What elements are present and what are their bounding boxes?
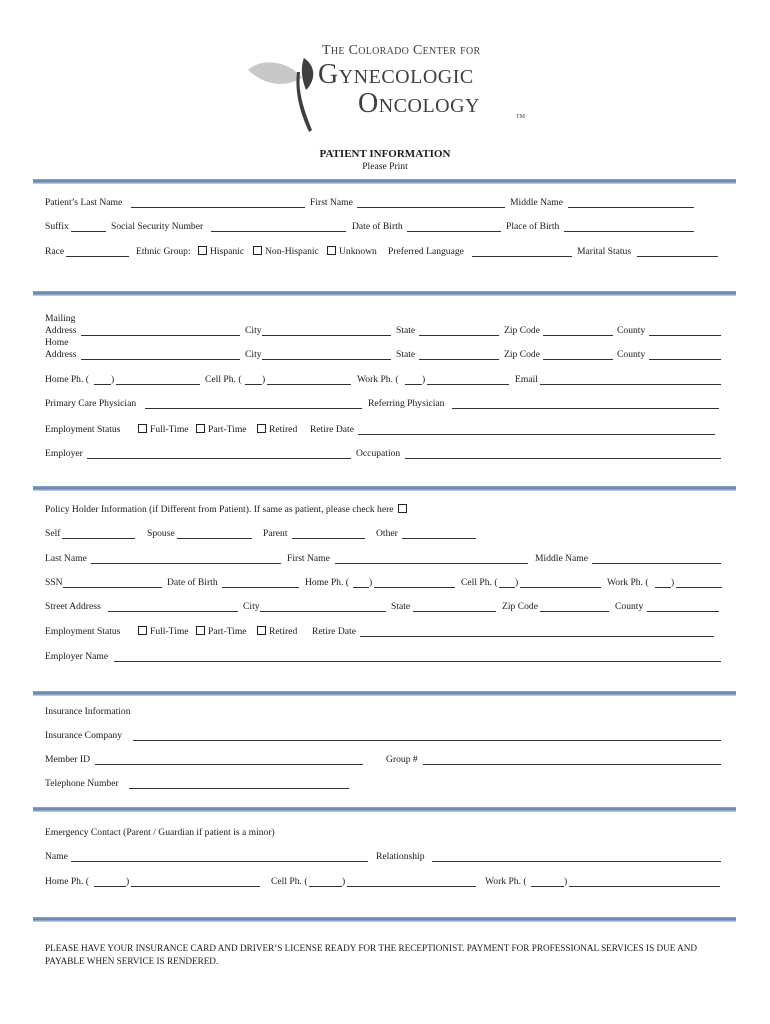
policy-county-label: County — [615, 601, 644, 612]
occupation-field[interactable] — [405, 458, 721, 459]
pcp-field[interactable] — [145, 408, 362, 409]
retire-date-field[interactable] — [358, 434, 715, 435]
logo-line-1: The Colorado Center for — [322, 43, 481, 58]
unknown-label: Unknown — [339, 246, 377, 257]
work-phone-field[interactable] — [427, 384, 509, 385]
telephone-number-label: Telephone Number — [45, 778, 119, 789]
marital-status-label: Marital Status — [577, 246, 632, 257]
patient-first-name-label: First Name — [310, 197, 353, 208]
policy-street-label: Street Address — [45, 601, 101, 612]
home-address-field[interactable] — [81, 359, 240, 360]
employer-field[interactable] — [87, 458, 351, 459]
mailing-address-label: Address — [45, 325, 77, 336]
section-divider — [33, 179, 736, 184]
policy-home-phone-paren: ) — [369, 577, 373, 588]
member-id-label: Member ID — [45, 754, 91, 765]
unknown-option[interactable] — [327, 246, 377, 258]
policy-zip-label: Zip Code — [502, 601, 538, 612]
home-zip-field[interactable] — [543, 359, 613, 360]
other-label: Other — [376, 528, 398, 539]
part-time-label: Part-Time — [208, 424, 247, 435]
emergency-heading: Emergency Contact (Parent / Guardian if patient is a minor) — [45, 827, 275, 838]
policy-cell-phone-field[interactable] — [520, 587, 601, 588]
marital-status-field[interactable] — [637, 256, 718, 257]
home-phone-area-field[interactable] — [94, 384, 111, 385]
logo — [240, 40, 540, 135]
work-phone-paren: ) — [422, 374, 426, 385]
policy-full-time-label: Full-Time — [150, 626, 189, 637]
patient-last-name-field[interactable] — [131, 207, 305, 208]
patient-middle-name-label: Middle Name — [510, 197, 564, 208]
policy-home-phone-field[interactable] — [374, 587, 455, 588]
policy-city-label: City — [243, 601, 260, 612]
patient-middle-name-field[interactable] — [568, 207, 694, 208]
policy-cell-phone-area-field[interactable] — [499, 587, 515, 588]
race-field[interactable] — [66, 256, 129, 257]
mailing-county-field[interactable] — [649, 335, 721, 336]
home-state-label: State — [396, 349, 416, 360]
policy-middle-name-field[interactable] — [592, 563, 721, 564]
patient-last-name-label: Patient’s Last Name — [45, 197, 123, 208]
emergency-work-phone-field[interactable] — [569, 886, 720, 887]
policy-dob-label: Date of Birth — [167, 577, 218, 588]
ssn-field[interactable] — [211, 231, 346, 232]
page-subtitle: Please Print — [362, 161, 408, 172]
employment-status-label: Employment Status — [45, 424, 121, 435]
preferred-language-label: Preferred Language — [388, 246, 464, 257]
mailing-zip-label: Zip Code — [504, 325, 540, 336]
home-phone-paren: ) — [111, 374, 115, 385]
emergency-home-phone-paren: ) — [126, 876, 130, 887]
full-time-option[interactable] — [138, 424, 189, 436]
referring-physician-label: Referring Physician — [368, 398, 445, 409]
policy-work-phone-paren: ) — [671, 577, 675, 588]
emergency-cell-phone-paren: ) — [342, 876, 346, 887]
home-county-label: County — [617, 349, 646, 360]
group-label: Group # — [386, 754, 418, 765]
hispanic-label: Hispanic — [210, 246, 245, 257]
mailing-address-field[interactable] — [81, 335, 240, 336]
policy-employer-name-label: Employer Name — [45, 651, 109, 662]
pob-field[interactable] — [564, 231, 694, 232]
policy-street-field[interactable] — [108, 611, 238, 612]
telephone-number-field[interactable] — [129, 788, 349, 789]
emergency-home-phone-area-field[interactable] — [94, 886, 126, 887]
section-divider — [33, 486, 736, 491]
policy-first-name-label: First Name — [287, 553, 330, 564]
unknown-checkbox[interactable] — [327, 246, 336, 255]
email-field[interactable] — [540, 384, 721, 385]
section-divider — [33, 291, 736, 296]
emergency-name-field[interactable] — [71, 861, 368, 862]
hispanic-checkbox[interactable] — [198, 246, 207, 255]
emergency-home-phone-label: Home Ph. ( — [45, 876, 89, 887]
mailing-label: Mailing — [45, 313, 76, 324]
policy-dob-field[interactable] — [222, 587, 299, 588]
spouse-label: Spouse — [147, 528, 175, 539]
policy-state-label: State — [391, 601, 411, 612]
cell-phone-field[interactable] — [267, 384, 351, 385]
member-id-field[interactable] — [95, 764, 363, 765]
retired-option[interactable] — [257, 424, 297, 436]
policy-retired-option[interactable] — [257, 626, 297, 638]
emergency-cell-phone-label: Cell Ph. ( — [271, 876, 308, 887]
emergency-work-phone-area-field[interactable] — [531, 886, 564, 887]
self-label: Self — [45, 528, 61, 539]
retired-checkbox[interactable] — [257, 424, 266, 433]
policy-work-phone-label: Work Ph. ( — [607, 577, 649, 588]
relationship-field[interactable] — [432, 861, 721, 862]
footer-notice-line-2: PAYABLE WHEN SERVICE IS RENDERED. — [45, 956, 219, 966]
policy-full-time-option[interactable] — [138, 626, 189, 638]
non-hispanic-option[interactable] — [253, 246, 319, 258]
section-divider — [33, 807, 736, 812]
part-time-option[interactable] — [196, 424, 247, 436]
policy-state-field[interactable] — [413, 611, 496, 612]
footer-notice-line-1: PLEASE HAVE YOUR INSURANCE CARD AND DRIVER’S LICENSE READY FOR THE RECEPTIONIST. PAYMENT FOR PROFESSIONAL SERVICES IS DUE AND — [45, 943, 698, 953]
home-phone-label: Home Ph. ( — [45, 374, 89, 385]
emergency-work-phone-label: Work Ph. ( — [485, 876, 527, 887]
policy-work-phone-field[interactable] — [676, 587, 722, 588]
cell-phone-paren: ) — [262, 374, 266, 385]
policy-retire-date-label: Retire Date — [312, 626, 356, 637]
policy-home-phone-area-field[interactable] — [353, 587, 369, 588]
home-phone-field[interactable] — [116, 384, 200, 385]
pcp-label: Primary Care Physician — [45, 398, 137, 409]
section-divider — [33, 917, 736, 922]
dob-label: Date of Birth — [352, 221, 403, 232]
relationship-label: Relationship — [376, 851, 425, 862]
emergency-work-phone-paren: ) — [564, 876, 568, 887]
mailing-city-field[interactable] — [262, 335, 391, 336]
pob-label: Place of Birth — [506, 221, 560, 232]
logo-line-2: Gynecologic — [318, 59, 474, 90]
home-zip-label: Zip Code — [504, 349, 540, 360]
policy-employer-name-field[interactable] — [114, 661, 721, 662]
home-address-label: Address — [45, 349, 77, 360]
hispanic-option[interactable] — [198, 246, 244, 258]
part-time-checkbox[interactable] — [196, 424, 205, 433]
emergency-cell-phone-field[interactable] — [347, 886, 476, 887]
same-as-patient-checkbox[interactable] — [398, 504, 407, 513]
insurance-company-field[interactable] — [133, 740, 721, 741]
work-phone-area-field[interactable] — [405, 384, 422, 385]
page-title: PATIENT INFORMATION — [319, 148, 451, 160]
policy-holder-heading — [45, 504, 410, 516]
mailing-city-label: City — [245, 325, 262, 336]
mailing-state-label: State — [396, 325, 416, 336]
insurance-company-label: Insurance Company — [45, 730, 122, 741]
retire-date-label: Retire Date — [310, 424, 354, 435]
spouse-field[interactable] — [177, 538, 252, 539]
policy-ssn-field[interactable] — [63, 587, 162, 588]
occupation-label: Occupation — [356, 448, 401, 459]
group-field[interactable] — [423, 764, 721, 765]
patient-first-name-field[interactable] — [357, 207, 505, 208]
full-time-checkbox[interactable] — [138, 424, 147, 433]
policy-county-field[interactable] — [647, 611, 719, 612]
policy-employment-status-label: Employment Status — [45, 626, 121, 637]
emergency-cell-phone-area-field[interactable] — [309, 886, 342, 887]
logo-trademark: TM — [516, 114, 525, 120]
non-hispanic-checkbox[interactable] — [253, 246, 262, 255]
logo-line-3: Oncology — [358, 88, 480, 119]
policy-holder-heading-text: Policy Holder Information (if Different from Patient). If same as patient, please check here — [45, 504, 394, 515]
preferred-language-field[interactable] — [472, 256, 572, 257]
home-state-field[interactable] — [419, 359, 499, 360]
policy-retired-checkbox[interactable] — [257, 626, 266, 635]
full-time-label: Full-Time — [150, 424, 189, 435]
mailing-zip-field[interactable] — [543, 335, 613, 336]
work-phone-label: Work Ph. ( — [357, 374, 399, 385]
emergency-name-label: Name — [45, 851, 68, 862]
policy-cell-phone-label: Cell Ph. ( — [461, 577, 498, 588]
ethnic-group-label: Ethnic Group: — [136, 246, 191, 257]
suffix-field[interactable] — [71, 231, 106, 232]
policy-cell-phone-paren: ) — [515, 577, 519, 588]
policy-full-time-checkbox[interactable] — [138, 626, 147, 635]
parent-field[interactable] — [292, 538, 365, 539]
section-divider — [33, 691, 736, 696]
home-county-field[interactable] — [649, 359, 721, 360]
policy-retired-label: Retired — [269, 626, 298, 637]
leaf-logo-icon — [240, 50, 320, 140]
policy-retire-date-field[interactable] — [360, 636, 714, 637]
emergency-home-phone-field[interactable] — [131, 886, 260, 887]
parent-label: Parent — [263, 528, 288, 539]
employer-label: Employer — [45, 448, 83, 459]
policy-zip-field[interactable] — [540, 611, 609, 612]
email-label: Email — [515, 374, 538, 385]
policy-last-name-field[interactable] — [91, 563, 281, 564]
policy-ssn-label: SSN — [45, 577, 63, 588]
suffix-label: Suffix — [45, 221, 69, 232]
race-label: Race — [45, 246, 65, 257]
policy-part-time-checkbox[interactable] — [196, 626, 205, 635]
policy-middle-name-label: Middle Name — [535, 553, 589, 564]
dob-field[interactable] — [407, 231, 501, 232]
insurance-heading: Insurance Information — [45, 706, 131, 717]
self-field[interactable] — [62, 538, 135, 539]
retired-label: Retired — [269, 424, 298, 435]
non-hispanic-label: Non-Hispanic — [265, 246, 319, 257]
policy-last-name-label: Last Name — [45, 553, 87, 564]
home-city-label: City — [245, 349, 262, 360]
policy-part-time-label: Part-Time — [208, 626, 247, 637]
home-label: Home — [45, 337, 69, 348]
policy-first-name-field[interactable] — [335, 563, 528, 564]
cell-phone-label: Cell Ph. ( — [205, 374, 242, 385]
referring-physician-field[interactable] — [452, 408, 719, 409]
mailing-county-label: County — [617, 325, 646, 336]
policy-city-field[interactable] — [260, 611, 386, 612]
policy-part-time-option[interactable] — [196, 626, 247, 638]
other-field[interactable] — [402, 538, 476, 539]
cell-phone-area-field[interactable] — [245, 384, 262, 385]
mailing-state-field[interactable] — [419, 335, 499, 336]
policy-home-phone-label: Home Ph. ( — [305, 577, 349, 588]
ssn-label: Social Security Number — [111, 221, 204, 232]
home-city-field[interactable] — [262, 359, 391, 360]
policy-work-phone-area-field[interactable] — [655, 587, 671, 588]
